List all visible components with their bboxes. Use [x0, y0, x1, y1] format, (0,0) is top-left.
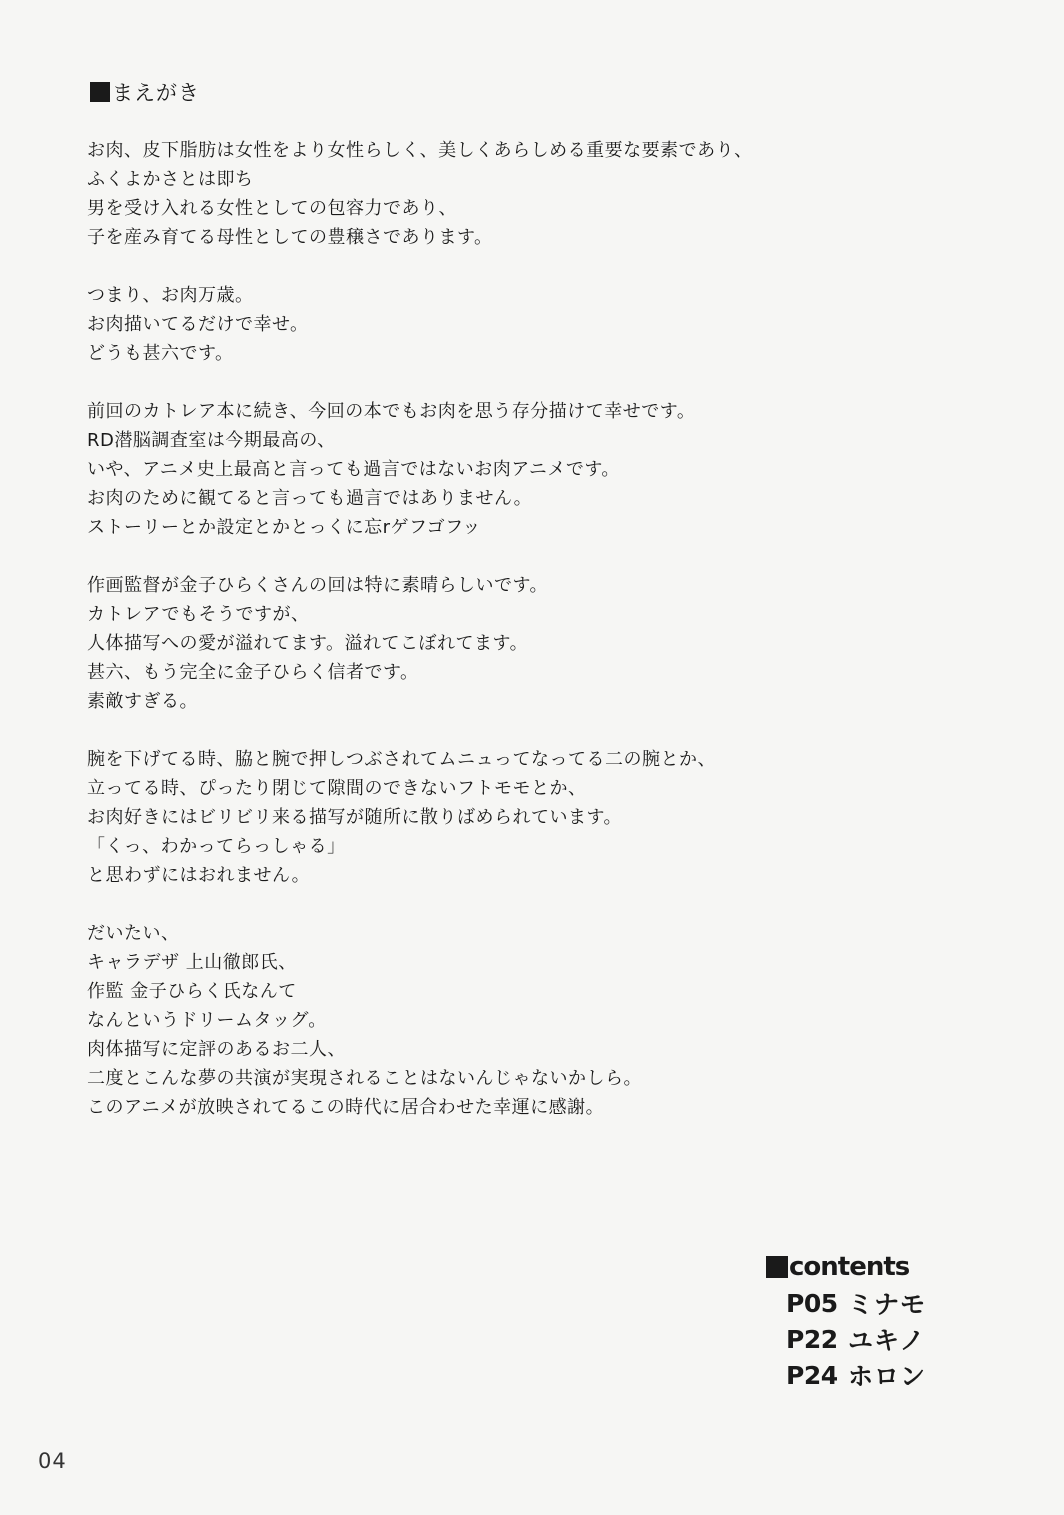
- text-line: 男を受け入れる女性としての包容力であり、: [87, 198, 457, 219]
- text-line: 甚六、もう完全に金子ひらく信者です。: [87, 662, 419, 683]
- text-line: 腕を下げてる時、脇と腕で押しつぶされてムニュってなってる二の腕とか、: [87, 749, 716, 770]
- text-line: RD潜脳調査室は今期最高の、: [87, 430, 336, 451]
- contents-page-ref: P22: [786, 1324, 838, 1354]
- contents-chapter-title: ホロン: [848, 1362, 927, 1391]
- text-line: このアニメが放映されてるこの時代に居合わせた幸運に感謝。: [87, 1097, 605, 1118]
- contents-chapter-title: ミナモ: [848, 1290, 927, 1319]
- text-line: 子を産み育てる母性としての豊穣さであります。: [87, 227, 493, 248]
- text-line: つまり、お肉万歳。: [87, 285, 254, 306]
- paragraph: [87, 397, 987, 542]
- text-line: ストーリーとか設定とかとっくに忘rゲフゴフッ: [87, 517, 481, 538]
- text-line: 肉体描写に定評のあるお二人、: [87, 1039, 346, 1060]
- text-line: いや、アニメ史上最高と言っても過言ではないお肉アニメです。: [87, 459, 620, 480]
- paragraph: [87, 745, 987, 890]
- black-square-icon: [90, 82, 110, 102]
- text-line: ふくよかさとは即ち: [87, 169, 254, 190]
- text-line: どうも甚六です。: [87, 343, 234, 364]
- text-line: なんというドリームタッグ。: [87, 1010, 327, 1031]
- preface-heading: [90, 77, 200, 107]
- preface-heading-label: まえがき: [112, 81, 200, 105]
- text-line: 作画監督が金子ひらくさんの回は特に素晴らしいです。: [87, 575, 549, 596]
- contents-page-ref: P05: [786, 1288, 838, 1318]
- text-line: 素敵すぎる。: [87, 691, 198, 712]
- contents-item: [786, 1321, 946, 1357]
- text-line: カトレアでもそうですが、: [87, 604, 310, 625]
- text-line: 作監 金子ひらく氏なんて: [87, 981, 297, 1002]
- table-of-contents: [766, 1249, 946, 1393]
- text-line: 「くっ、わかってらっしゃる」: [87, 836, 346, 857]
- contents-item: [786, 1285, 946, 1321]
- text-line: お肉描いてるだけで幸せ。: [87, 314, 309, 335]
- black-square-icon: [766, 1256, 788, 1278]
- contents-page-ref: P24: [786, 1360, 838, 1390]
- paragraph: [87, 919, 987, 1122]
- text-line: 二度とこんな夢の共演が実現されることはないんじゃないかしら。: [87, 1068, 642, 1089]
- text-line: だいたい、: [87, 923, 180, 944]
- preface-body: [87, 136, 987, 1151]
- text-line: 立ってる時、ぴったり閉じて隙間のできないフトモモとか、: [87, 778, 587, 799]
- paragraph: [87, 571, 987, 716]
- paragraph: [87, 281, 987, 368]
- contents-heading-label: contents: [789, 1252, 910, 1282]
- text-line: と思わずにはおれません。: [87, 865, 311, 886]
- text-line: 人体描写への愛が溢れてます。溢れてこぼれてます。: [87, 633, 529, 654]
- text-line: お肉好きにはビリビリ来る描写が随所に散りばめられています。: [87, 807, 623, 828]
- contents-heading: [766, 1249, 946, 1285]
- text-line: 前回のカトレア本に続き、今回の本でもお肉を思う存分描けて幸せです。: [87, 401, 696, 422]
- paragraph: [87, 136, 987, 252]
- text-line: キャラデザ 上山徹郎氏、: [87, 952, 297, 973]
- contents-item: [786, 1357, 946, 1393]
- contents-list: [766, 1285, 946, 1393]
- text-line: お肉、皮下脂肪は女性をより女性らしく、美しくあらしめる重要な要素であり、: [87, 140, 753, 161]
- contents-chapter-title: ユキノ: [848, 1326, 926, 1355]
- page-number: 04: [38, 1449, 67, 1473]
- text-line: お肉のために観てると言っても過言ではありません。: [87, 488, 533, 509]
